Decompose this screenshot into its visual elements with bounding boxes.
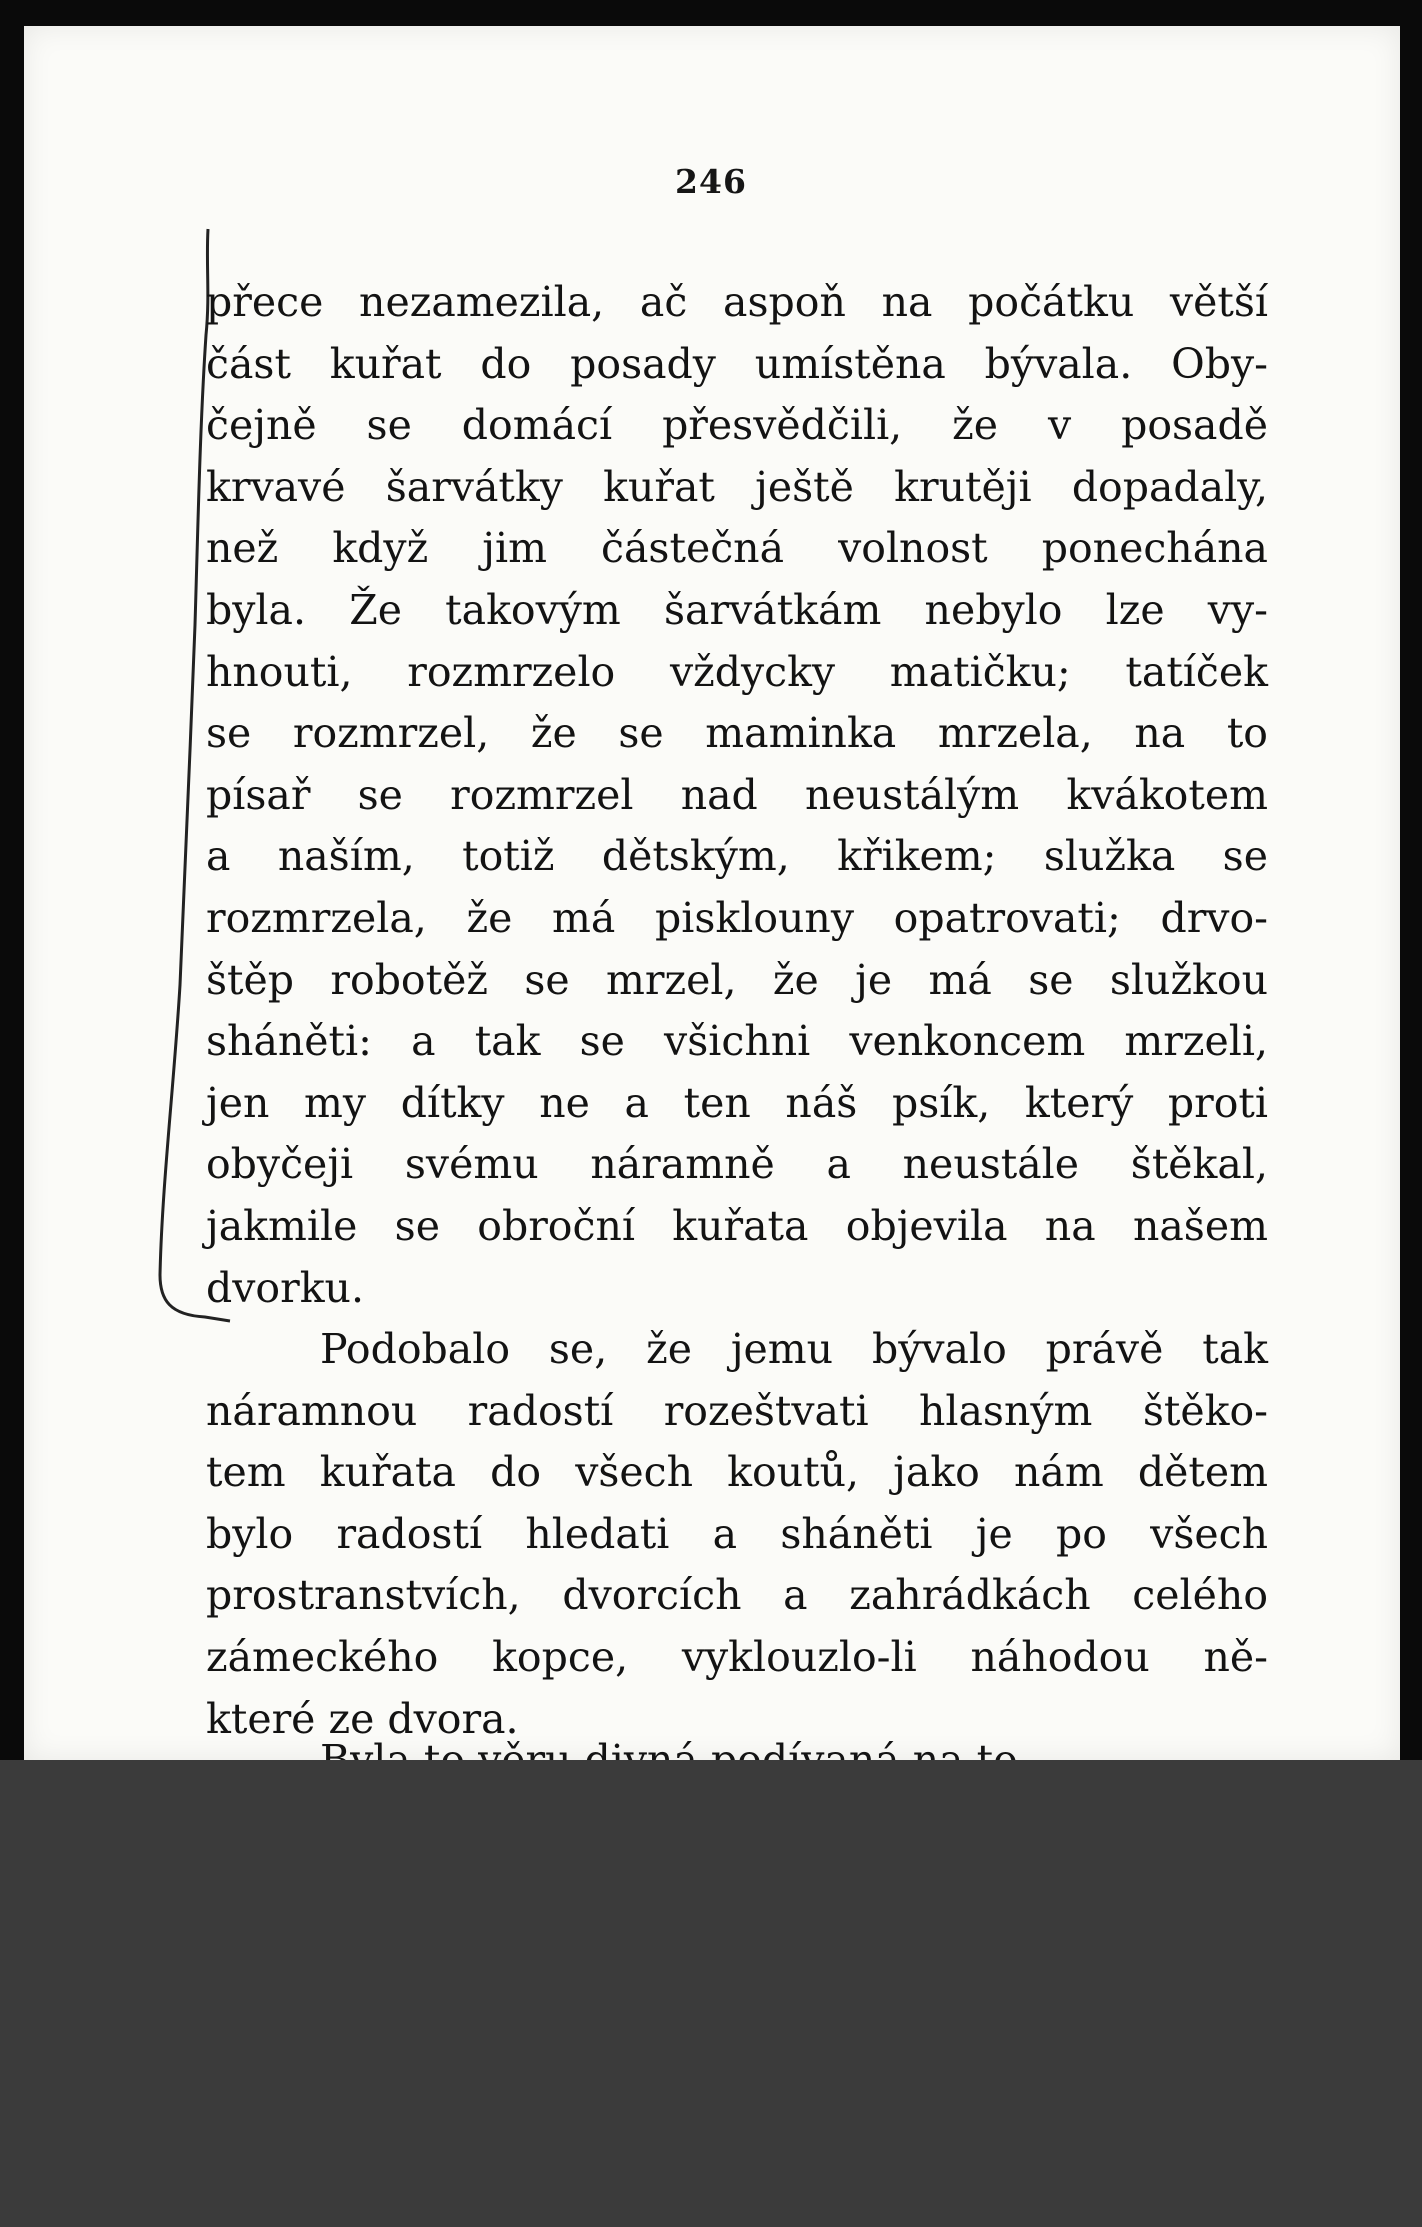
text-line: byla. Že takovým šarvátkám nebylo lze vy- — [206, 585, 1268, 634]
text-line: náramnou radostí rozeštvati hlasným štěko- — [206, 1386, 1268, 1435]
text-line: přece nezamezila, ač aspoň na počátku větší — [206, 278, 1268, 326]
text-line: štěp robotěž se mrzel, že je má se služkou — [206, 955, 1268, 1004]
text-line: dvorku. — [206, 1263, 364, 1312]
text-line: a naším, totiž dětským, křikem; služka se — [206, 832, 1268, 881]
text-line: než když jim částečná volnost ponechána — [206, 524, 1268, 573]
text-line: jakmile se obroční kuřata objevila na našem — [206, 1201, 1268, 1250]
text-line: sháněti: a tak se všichni venkoncem mrzeli, — [206, 1017, 1268, 1066]
text-line: krvavé šarvátky kuřat ještě krutěji dopadaly, — [206, 462, 1268, 511]
paragraph-1 — [206, 272, 1268, 1319]
text-line: čejně se domácí přesvědčili, že v posadě — [206, 401, 1268, 450]
text-line: část kuřat do posady umístěna bývala. Oby- — [206, 339, 1268, 388]
bottom-gray-bar — [0, 1760, 1422, 2227]
text-line: Podobalo se, že jemu bývalo právě tak — [320, 1325, 1268, 1374]
text-block — [206, 272, 1268, 1750]
text-line: rozmrzela, že má pisklouny opatrovati; drvo- — [206, 893, 1268, 942]
text-line: prostranstvích, dvorcích a zahrádkách celého — [206, 1571, 1268, 1620]
text-line: písař se rozmrzel nad neustálým kvákotem — [206, 770, 1268, 819]
text-line: jen my dítky ne a ten náš psík, který proti — [206, 1078, 1268, 1127]
text-line: zámeckého kopce, vyklouzlo-li náhodou ně- — [206, 1633, 1268, 1682]
text-line: hnouti, rozmrzelo vždycky matičku; tatíček — [206, 647, 1268, 696]
text-line: tem kuřata do všech koutů, jako nám dětem — [206, 1448, 1268, 1497]
text-line: se rozmrzel, že se maminka mrzela, na to — [206, 709, 1268, 758]
paragraph-2 — [206, 1319, 1268, 1750]
text-line: obyčeji svému náramně a neustále štěkal, — [206, 1140, 1268, 1189]
cut-off-line — [206, 1740, 1268, 1760]
page-number: 246 — [675, 162, 747, 201]
text-line: bylo radostí hledati a sháněti je po všech — [206, 1509, 1268, 1558]
text-line: které ze dvora. — [206, 1694, 519, 1743]
